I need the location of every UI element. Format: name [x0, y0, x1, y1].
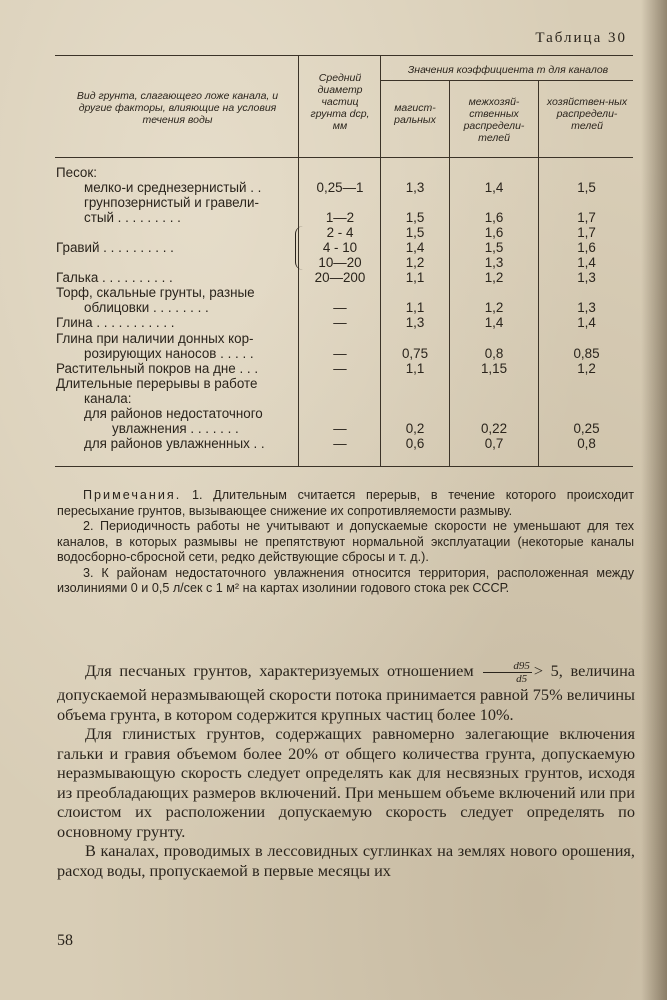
page-number: 58 — [57, 932, 73, 949]
cell-farm: 1,3 — [577, 270, 596, 285]
paragraph-1-rest: величина допускаемой неразмывающей скорости потока принимается равной 75% величины объема грунта, в котором содержится крупных частиц более 10%. — [57, 661, 636, 724]
header-coefficient-group: Значения коэффициента m для каналов — [407, 64, 609, 76]
cell-main: 1,3 — [405, 180, 425, 195]
cell-diameter: — — [333, 315, 347, 330]
cell-main: 1,2 — [405, 255, 425, 270]
row-label: розирующих наносов . . . . . — [84, 346, 254, 361]
body-paragraph-3: В каналах, проводимых в лессовидных суглинках на землях нового орошения, расход воды, пропускаемой в первые месяцы их — [57, 841, 635, 880]
row-label: Песок: — [56, 165, 97, 180]
note-1-text: 1. Длительным считается перерыв, в течение которого происходит пересыхание грунтов, вызывающее снижение их сопротивляемости размыву. — [57, 488, 635, 518]
body-text — [57, 660, 635, 880]
cell-farm: 0,8 — [577, 436, 596, 451]
cell-main: 0,2 — [405, 421, 425, 436]
row-label: Глина . . . . . . . . . . . — [56, 315, 175, 330]
cell-farm: 1,4 — [577, 255, 596, 270]
group-header-rule — [381, 80, 633, 81]
fraction-denominator: d5 — [516, 673, 528, 685]
header-interfarm: межхозяй-ственных распредели-телей — [463, 96, 525, 144]
cell-diameter: — — [333, 436, 347, 451]
cell-diameter: 1—2 — [325, 210, 355, 225]
cell-interfarm: 1,15 — [480, 361, 508, 376]
cell-main: 0,75 — [401, 346, 429, 361]
cell-main: 1,1 — [405, 300, 425, 315]
cell-diameter: 20—200 — [314, 270, 366, 285]
cell-farm: 1,3 — [577, 300, 596, 315]
row-label: грунпозернистый и гравели- — [84, 195, 259, 210]
paragraph-1-start: Для песчаных грунтов, характеризуемых отношением — [85, 661, 474, 681]
header-soil-type: Вид грунта, слагающего ложе канала, и другие факторы, влияющие на условия течения воды — [76, 90, 279, 126]
cell-main: 1,5 — [405, 225, 425, 240]
note-2: 2. Периодичность работы не учитывают и допускаемые скорости не уменьшают для тех каналов, в которых размывы не препятствуют нормальной эксплуатации (некоторые каналы водосборно-сбросной сети, редко действующие сбросы и т. д.). — [57, 519, 634, 564]
cell-interfarm: 1,2 — [484, 270, 504, 285]
cell-diameter: 10—20 — [318, 255, 362, 270]
body-paragraph-1 — [57, 660, 635, 724]
cell-diameter: 2 - 4 — [326, 225, 354, 240]
row-label: Галька . . . . . . . . . . — [56, 270, 173, 285]
header-diameter: Средний диаметр частиц грунта dср, мм — [310, 72, 370, 132]
row-label: стый . . . . . . . . . — [84, 210, 181, 225]
cell-interfarm: 1,6 — [484, 210, 504, 225]
table-top-rule — [55, 55, 633, 56]
cell-diameter: — — [333, 346, 347, 361]
cell-farm: 1,7 — [577, 210, 596, 225]
row-label: канала: — [84, 391, 132, 406]
note-3: 3. К районам недостаточного увлажнения относится территория, расположенная между изолиниями 0 и 0,5 л/сек с 1 м² на картах изолинии годового стока рек СССР. — [57, 565, 634, 595]
row-label: для районов увлажненных . . — [84, 436, 265, 451]
cell-main: 1,4 — [405, 240, 425, 255]
cell-interfarm: 0,7 — [484, 436, 504, 451]
cell-farm: 0,25 — [573, 421, 600, 436]
row-label: Торф, скальные грунты, разные — [56, 285, 255, 300]
cell-diameter: 4 - 10 — [322, 240, 358, 255]
row-label: Длительные перерывы в работе — [56, 376, 258, 391]
table-notes — [57, 488, 634, 597]
cell-interfarm: 0,8 — [484, 346, 504, 361]
row-label: увлажнения . . . . . . . — [112, 421, 239, 436]
row-label: для районов недостаточного — [84, 406, 263, 421]
cell-interfarm: 1,6 — [484, 225, 504, 240]
cell-interfarm: 1,4 — [484, 315, 504, 330]
row-label: Гравий . . . . . . . . . . — [56, 240, 174, 255]
header-farm: хозяйствен-ных распредели-телей — [546, 96, 628, 132]
page-spine-shadow — [641, 0, 667, 1000]
cell-interfarm: 0,22 — [480, 421, 508, 436]
cell-farm: 1,4 — [577, 315, 596, 330]
cell-diameter: — — [333, 361, 347, 376]
note-1 — [57, 488, 634, 519]
cell-diameter: 0,25—1 — [316, 180, 364, 195]
notes-label: Примечания. — [83, 488, 182, 502]
table-header-rule — [55, 157, 633, 158]
cell-interfarm: 1,3 — [484, 255, 504, 270]
body-paragraph-2: Для глинистых грунтов, содержащих равномерно залегающие включения гальки и гравия объемом более 20% от общего количества грунта, допускаемую неразмывающую скорость следует определять как для несвязных грунтов, исходя из преобладающих размеров включений. При меньшем объеме включений или при слоистом их расположении допускаемую скорость следует определять по основному грунту. — [57, 724, 635, 841]
cell-interfarm: 1,2 — [484, 300, 504, 315]
cell-interfarm: 1,5 — [484, 240, 504, 255]
paragraph-1-ratio: > 5, — [533, 661, 563, 681]
cell-farm: 1,5 — [577, 180, 596, 195]
row-label: Глина при наличии донных кор- — [56, 331, 254, 346]
row-label: мелко-и среднезернистый . . — [84, 180, 262, 195]
cell-main: 0,6 — [405, 436, 425, 451]
cell-diameter: — — [333, 421, 347, 436]
cell-main: 1,5 — [405, 210, 425, 225]
cell-farm: 0,85 — [573, 346, 600, 361]
cell-main: 1,1 — [405, 270, 425, 285]
ratio-fraction — [483, 660, 532, 685]
cell-farm: 1,6 — [577, 240, 596, 255]
cell-diameter: — — [333, 300, 347, 315]
table-bottom-rule — [55, 466, 633, 467]
table-label: Таблица 30 — [535, 30, 627, 46]
header-main-canals: магист-ральных — [394, 102, 436, 126]
row-label: облицовки . . . . . . . . — [84, 300, 209, 315]
cell-main: 1,1 — [405, 361, 425, 376]
cell-farm: 1,2 — [577, 361, 596, 376]
fraction-numerator: d95 — [483, 660, 532, 673]
cell-farm: 1,7 — [577, 225, 596, 240]
cell-main: 1,3 — [405, 315, 425, 330]
row-label: Растительный покров на дне . . . — [56, 361, 259, 376]
cell-interfarm: 1,4 — [484, 180, 504, 195]
